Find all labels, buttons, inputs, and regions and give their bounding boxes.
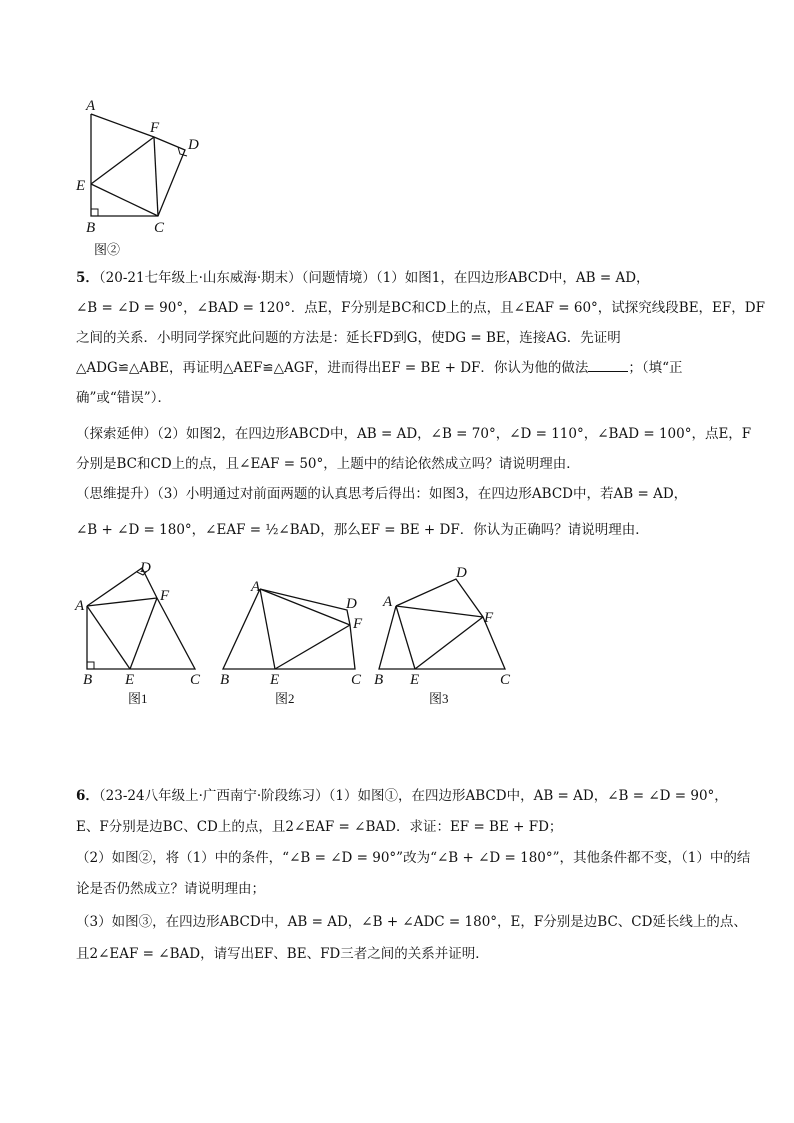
fig3-label-A: A <box>383 594 393 610</box>
q5-line-7: 分别是BC和CD上的点，且∠EAF = 50°，上题中的结论依然成立吗？请说明理由． <box>76 456 580 472</box>
fig2-label-B: B <box>220 672 230 688</box>
answer-blank <box>588 359 628 372</box>
fig3-label-B: B <box>374 672 384 688</box>
figure-3 <box>374 565 511 706</box>
label-F: F <box>150 120 160 136</box>
fig2-caption: 图2 <box>275 691 295 706</box>
fig2-label-C: C <box>351 672 362 688</box>
q5-line-9: ∠B + ∠D = 180°，∠EAF = ½∠BAD，那么EF = BE + DF．你认为正确吗？请说明理由． <box>76 522 649 538</box>
q6-line-1: 6．（23-24八年级上·广西南宁·阶段练习）（1）如图①，在四边形ABCD中，AB = AD，∠B = ∠D = 90°， <box>76 788 728 804</box>
label-C: C <box>154 220 165 236</box>
q5-line-2: ∠B = ∠D = 90°，∠BAD = 120°．点E，F分别是BC和CD上的点，且∠EAF = 60°，试探究线段BE，EF，DF <box>76 300 765 316</box>
figures-row <box>70 560 530 710</box>
fig3-caption: 图3 <box>429 691 449 706</box>
fig3-label-F: F <box>484 610 494 626</box>
fig1-label-D: D <box>140 560 151 576</box>
label-B: B <box>86 220 96 236</box>
figure-caption: 图② <box>94 242 121 257</box>
q5-number: 5． <box>76 270 99 286</box>
q5-line-5: 确”或“错误”）． <box>76 390 171 406</box>
q5-line-4: △ADG≌△ABE，再证明△AEF≌△AGF，进而得出EF = BE + DF．你认为他的做法 ；（填“正 <box>76 360 683 376</box>
fig3-label-E: E <box>410 672 420 688</box>
fig1-label-E: E <box>125 672 135 688</box>
q5-line-3: 之间的关系．小明同学探究此问题的方法是：延长FD到G，使DG = BE，连接AG．先证明 <box>76 330 621 346</box>
fig2-label-F: F <box>353 616 363 632</box>
label-D: D <box>188 137 199 153</box>
figure-1 <box>74 560 201 706</box>
q5-line-1: 5．（20-21七年级上·山东威海·期末）（问题情境）（1）如图1，在四边形ABCD中，AB = AD， <box>76 270 650 286</box>
fig3-label-D: D <box>456 565 467 581</box>
q6-line-5: （3）如图③，在四边形ABCD中，AB = AD，∠B + ∠ADC = 180°，E，F分别是边BC、CD延长线上的点、 <box>76 914 747 930</box>
fig1-label-C: C <box>190 672 201 688</box>
fig2-label-A: A <box>251 579 261 595</box>
fig1-label-B: B <box>83 672 93 688</box>
q5-line-6: （探索延伸）（2）如图2，在四边形ABCD中，AB = AD，∠B = 70°，∠D = 110°，∠BAD = 100°，点E，F <box>76 426 752 442</box>
q5-line-8: （思维提升）（3）小明通过对前面两题的认真思考后得出：如图3，在四边形ABCD中，若AB = AD， <box>76 486 688 502</box>
q6-number: 6． <box>76 788 99 804</box>
fig2-label-E: E <box>270 672 280 688</box>
figure-2 <box>220 579 363 706</box>
q6-line-4: 论是否仍然成立？请说明理由； <box>76 881 265 897</box>
fig2-label-D: D <box>346 596 357 612</box>
q6-line-3: （2）如图②，将（1）中的条件，“∠B = ∠D = 90°”改为“∠B + ∠D = 180°”，其他条件都不变，（1）中的结 <box>76 850 751 866</box>
fig1-label-F: F <box>160 588 170 604</box>
label-E: E <box>76 178 86 194</box>
q6-line-6: 且2∠EAF = ∠BAD，请写出EF、BE、FD三者之间的关系并证明． <box>76 946 489 962</box>
fig1-caption: 图1 <box>128 691 148 706</box>
label-A: A <box>86 98 96 114</box>
fig3-label-C: C <box>500 672 511 688</box>
figure-2-top <box>70 92 220 262</box>
fig1-label-A: A <box>75 598 85 614</box>
q6-line-2: E、F分别是边BC、CD上的点，且2∠EAF = ∠BAD．求证：EF = BE + FD； <box>76 819 563 835</box>
